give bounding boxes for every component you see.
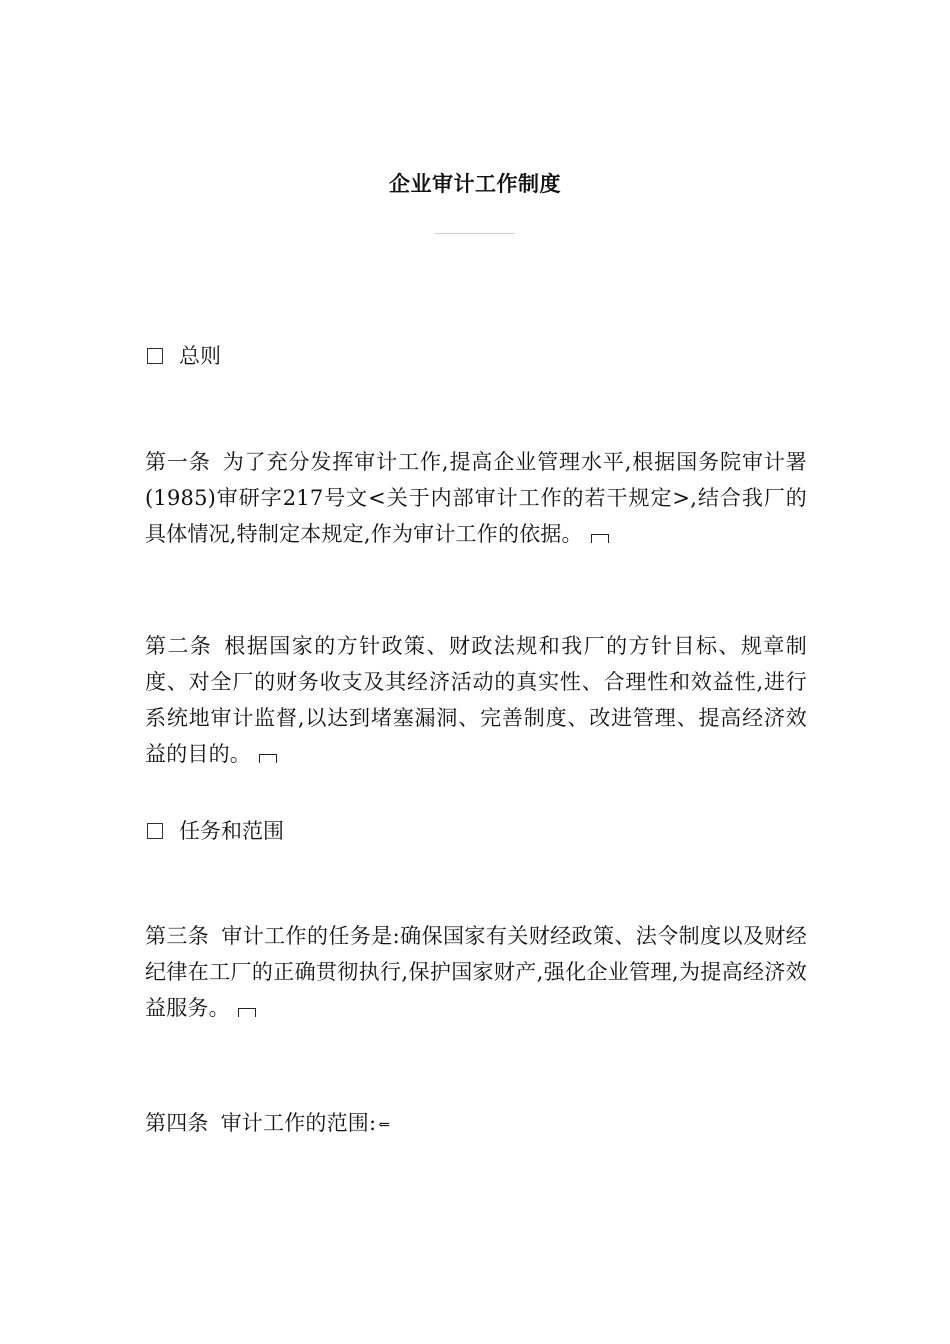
- paragraph-mark-icon: [238, 1008, 256, 1017]
- article-3: [145, 918, 807, 1026]
- checkbox-icon: [147, 823, 163, 839]
- title-divider: [435, 233, 515, 234]
- article-4: [145, 1105, 807, 1143]
- article-label: 第二条: [145, 634, 213, 658]
- article-1: [145, 444, 807, 552]
- section-heading-general: [145, 340, 805, 372]
- article-label: 第四条: [145, 1111, 209, 1135]
- section-heading-label: 任务和范围: [179, 819, 284, 843]
- paragraph-mark-icon: [591, 534, 609, 543]
- paragraph-mark-icon: [259, 754, 277, 763]
- article-text: 为了充分发挥审计工作,提高企业管理水平,根据国务院审计署(1985)审研字217号文<关于内部审计工作的若干规定>,结合我厂的具体情况,特制定本规定,作为审计工作的依据。: [145, 450, 807, 546]
- article-label: 第一条: [145, 450, 211, 474]
- article-text: 审计工作的范围:: [220, 1111, 377, 1135]
- section-heading-label: 总则: [179, 344, 221, 368]
- section-heading-tasks-scope: [145, 815, 805, 847]
- article-text: 根据国家的方针政策、财政法规和我厂的方针目标、规章制度、对全厂的财务收支及其经济活动的真实性、合理性和效益性,进行系统地审计监督,以达到堵塞漏洞、完善制度、改进管理、提高经济效益的目的。: [145, 634, 807, 766]
- document-title: 企业审计工作制度: [389, 172, 561, 196]
- article-text: 审计工作的任务是:确保国家有关财经政策、法令制度以及财经纪律在工厂的正确贯彻执行,保护国家财产,强化企业管理,为提高经济效益服务。: [145, 924, 807, 1020]
- equals-mark-icon: ⇐: [378, 1117, 391, 1133]
- article-2: [145, 628, 807, 772]
- checkbox-icon: [147, 348, 163, 364]
- article-label: 第三条: [145, 924, 210, 948]
